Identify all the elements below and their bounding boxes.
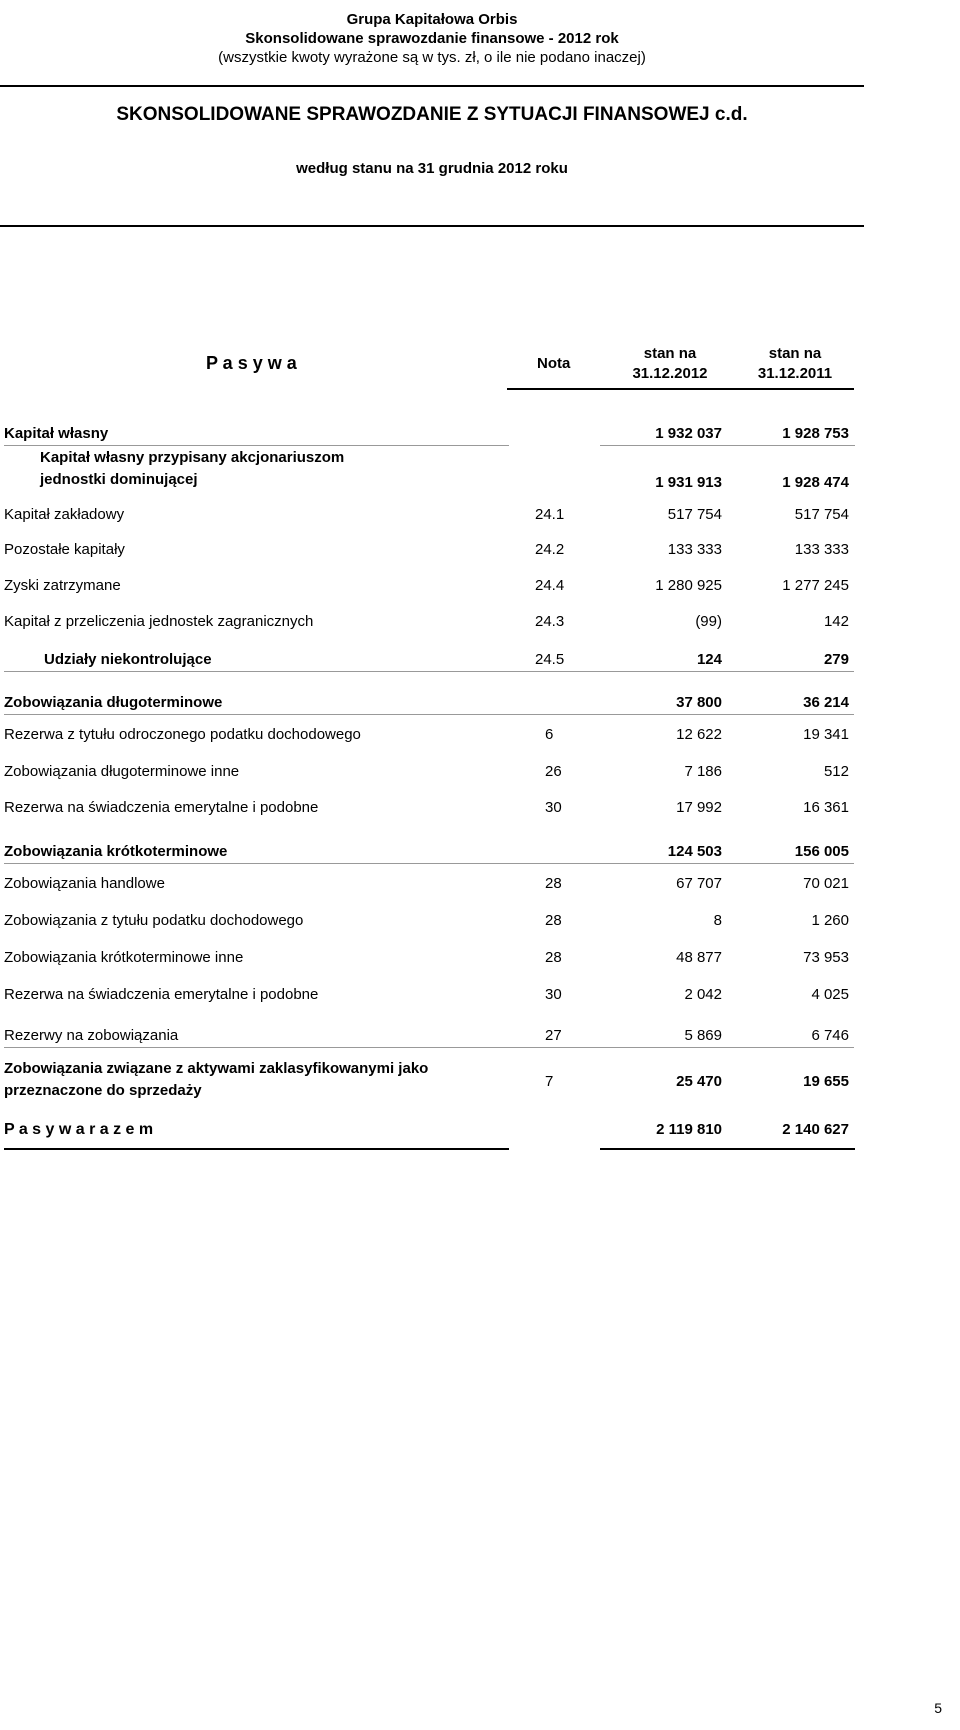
row-label: Pozostałe kapitały [4,541,125,558]
row-value-2011: 36 214 [803,694,849,711]
row-value-2011: 1 928 474 [782,474,849,491]
row-label: Zobowiązania handlowe [4,875,165,892]
currency-note: (wszystkie kwoty wyrażone są w tys. zł, o ile nie podano inaczej) [218,49,646,66]
row-value-2012: 8 [713,912,722,929]
row-nota: 30 [545,799,562,816]
row-nota: 24.5 [535,651,565,668]
row-nota: 27 [545,1027,562,1044]
row-value-2012: 12 622 [676,726,722,743]
row-value-2012: (99) [695,613,722,630]
column-header-2011-line2: 31.12.2011 [757,365,833,382]
column-header-2011-line1: stan na [768,345,822,362]
row-label: Zobowiązania z tytułu podatku dochodowego [4,912,304,929]
row-value-2012: 1 280 925 [655,577,722,594]
row-label-line2: jednostki dominującej [40,471,198,488]
row-nota: 24.1 [535,506,565,523]
row-nota: 26 [545,763,562,780]
row-nota: 6 [545,726,554,743]
row-label: Zobowiązania długoterminowe inne [4,763,240,780]
row-value-2011: 70 021 [803,875,849,892]
row-label: Kapitał zakładowy [4,506,125,523]
row-value-2011: 73 953 [803,949,849,966]
header-rule [0,85,864,87]
row-nota: 24.2 [535,541,565,558]
row-value-2011: 19 655 [803,1073,849,1090]
row-value-2012: 1 931 913 [655,474,722,491]
row-nota: 30 [545,986,562,1003]
column-header-2012-line1: stan na [643,345,697,362]
statement-title: SKONSOLIDOWANE SPRAWOZDANIE Z SYTUACJI FINANSOWEJ c.d. [116,104,748,125]
row-value-2012: 124 503 [667,843,722,860]
row-rule [4,1047,854,1048]
row-nota: 28 [545,875,562,892]
row-label: Zyski zatrzymane [4,577,121,594]
row-value-2012: 7 186 [684,763,722,780]
row-label: Rezerwa na świadczenia emerytalne i podobne [4,799,319,816]
row-value-2011: 16 361 [803,799,849,816]
row-value-2012: 1 932 037 [655,425,722,442]
statement-date: według stanu na 31 grudnia 2012 roku [296,160,568,177]
row-value-2011: 512 [823,763,849,780]
row-value-2011: 1 260 [811,912,849,929]
report-name: Skonsolidowane sprawozdanie finansowe - 2012 rok [245,30,619,47]
row-value-2012: 37 800 [676,694,722,711]
row-nota: 28 [545,912,562,929]
row-value-2012: 67 707 [676,875,722,892]
row-value-2011: 142 [823,613,849,630]
column-header-2012-line2: 31.12.2012 [632,365,708,382]
row-label: Kapitał własny przypisany akcjonariuszom [40,449,345,466]
row-label: Kapitał własny [4,425,109,442]
page-number: 5 [934,1700,942,1716]
row-rule [4,714,854,715]
row-label-line2: przeznaczone do sprzedaży [4,1082,202,1099]
row-label: Zobowiązania długoterminowe [4,694,223,711]
total-rule [600,1148,855,1150]
row-nota: 24.3 [535,613,565,630]
column-header-label: P a s y w a [206,353,297,373]
row-value-2011: 4 025 [811,986,849,1003]
row-value-2011: 517 754 [794,506,849,523]
total-rule [4,1148,509,1150]
row-value-2012: 2 042 [684,986,722,1003]
row-rule [4,671,854,672]
row-value-2012: 17 992 [676,799,722,816]
column-header-nota: Nota [537,355,571,372]
row-value-2011: 156 005 [794,843,849,860]
row-rule [4,445,509,446]
column-header-rule [507,388,854,390]
row-label: Kapitał z przeliczenia jednostek zagranicznych [4,613,314,630]
row-value-2011: 19 341 [803,726,849,743]
row-rule [600,445,855,446]
row-value-2012: 48 877 [676,949,722,966]
row-value-2011: 1 928 753 [782,425,849,442]
row-label: Rezerwy na zobowiązania [4,1027,179,1044]
row-value-2012: 25 470 [676,1073,722,1090]
title-rule [0,225,864,227]
row-nota: 24.4 [535,577,565,594]
row-nota: 7 [545,1073,554,1090]
row-label: Zobowiązania krótkoterminowe [4,843,228,860]
row-label: Udziały niekontrolujące [44,651,212,668]
total-value-2012: 2 119 810 [656,1121,722,1138]
row-label: Rezerwa na świadczenia emerytalne i podobne [4,986,319,1003]
row-label: Rezerwa z tytułu odroczonego podatku dochodowego [4,726,361,743]
row-value-2011: 133 333 [794,541,849,558]
row-value-2012: 517 754 [667,506,722,523]
row-value-2012: 133 333 [667,541,722,558]
company-name: Grupa Kapitałowa Orbis [346,11,518,28]
total-value-2011: 2 140 627 [782,1121,849,1138]
row-label: Zobowiązania związane z aktywami zaklasyfikowanymi jako [4,1060,429,1077]
row-rule [4,863,854,864]
row-value-2012: 5 869 [684,1027,722,1044]
row-label: Zobowiązania krótkoterminowe inne [4,949,244,966]
row-value-2011: 1 277 245 [782,577,849,594]
row-value-2011: 6 746 [811,1027,849,1044]
row-value-2012: 124 [696,651,722,668]
row-value-2011: 279 [823,651,849,668]
row-nota: 28 [545,949,562,966]
total-label: P a s y w a r a z e m [4,1121,154,1138]
